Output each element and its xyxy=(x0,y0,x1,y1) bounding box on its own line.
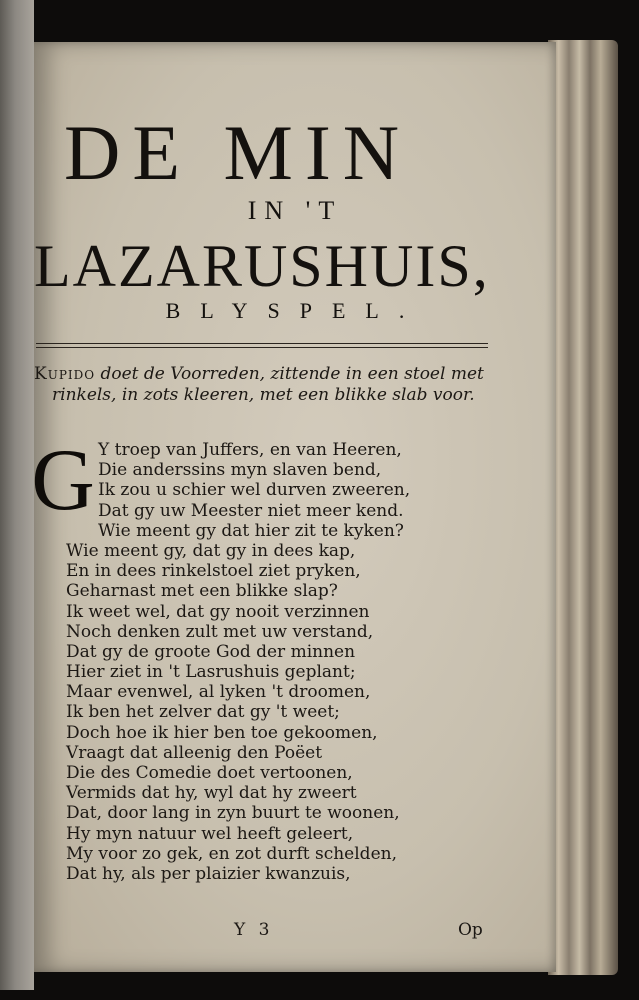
verse-line: Vraagt dat alleenig den Poëet xyxy=(66,742,323,763)
stage-direction-line-1: doet de Voorreden, zittende in een stoel met xyxy=(100,364,484,384)
verse-line: Ik ben het zelver dat gy 't weet; xyxy=(66,702,340,723)
verse-body xyxy=(34,440,504,884)
verse-line: Maar evenwel, al lyken 't droomen, xyxy=(66,682,371,703)
verse-line: Dat gy de groote God der minnen xyxy=(66,641,356,662)
verse-line: Wie meent gy dat hier zit te kyken? xyxy=(98,520,404,541)
catchword: Op xyxy=(458,920,483,940)
verse-line: Geharnast met een blikke slap? xyxy=(66,581,338,602)
verse-line: Die anderssins myn slaven bend, xyxy=(98,460,382,481)
verse-line: Ik weet wel, dat gy nooit verzinnen xyxy=(66,601,370,622)
verse-line: En in dees rinkelstoel ziet pryken, xyxy=(66,561,361,582)
speaker-name: Kupido xyxy=(34,364,96,384)
verse-line: My voor zo gek, en zot durft schelden, xyxy=(66,843,397,864)
verse-line: Doch hoe ik hier ben toe gekoomen, xyxy=(66,722,378,743)
verse-line: Vermids dat hy, wyl dat hy zweert xyxy=(66,783,357,804)
title-main: DE MIN xyxy=(64,109,412,196)
verse-line: Wie meent gy, dat gy in dees kap, xyxy=(66,540,356,561)
verse-line: Die des Comedie doet vertoonen, xyxy=(66,763,353,783)
verse-line: Hier ziet in 't Lasrushuis geplant; xyxy=(66,662,356,683)
title-genre: BLYSPEL. xyxy=(165,298,425,323)
verse-line: Ik zou u schier wel durven zweeren, xyxy=(98,480,411,501)
book-page-edges xyxy=(548,40,618,975)
verse-line: Y troep van Juffers, en van Heeren, xyxy=(98,440,402,460)
book-page xyxy=(31,42,556,972)
verse-line: Noch denken zult met uw verstand, xyxy=(66,621,374,642)
drop-cap-initial: G xyxy=(31,432,95,529)
double-rule-divider xyxy=(36,343,488,348)
signature-mark: Y 3 xyxy=(234,920,274,940)
verse-line: Dat hy, als per plaizier kwanzuis, xyxy=(66,863,351,884)
verse-line: Hy myn natuur wel heeft geleert, xyxy=(66,823,354,844)
title-place: LAZARUSHUIS, xyxy=(34,233,490,299)
stage-direction xyxy=(34,364,504,406)
title-connector: IN 'T xyxy=(247,196,343,225)
stage-direction-line-2: rinkels, in zots kleeren, met een blikke slab voor. xyxy=(52,385,475,405)
page-footer xyxy=(34,920,504,944)
verse-line: Dat, door lang in zyn buurt te woonen, xyxy=(66,803,400,824)
verse-line: Dat gy uw Meester niet meer kend. xyxy=(98,500,404,521)
